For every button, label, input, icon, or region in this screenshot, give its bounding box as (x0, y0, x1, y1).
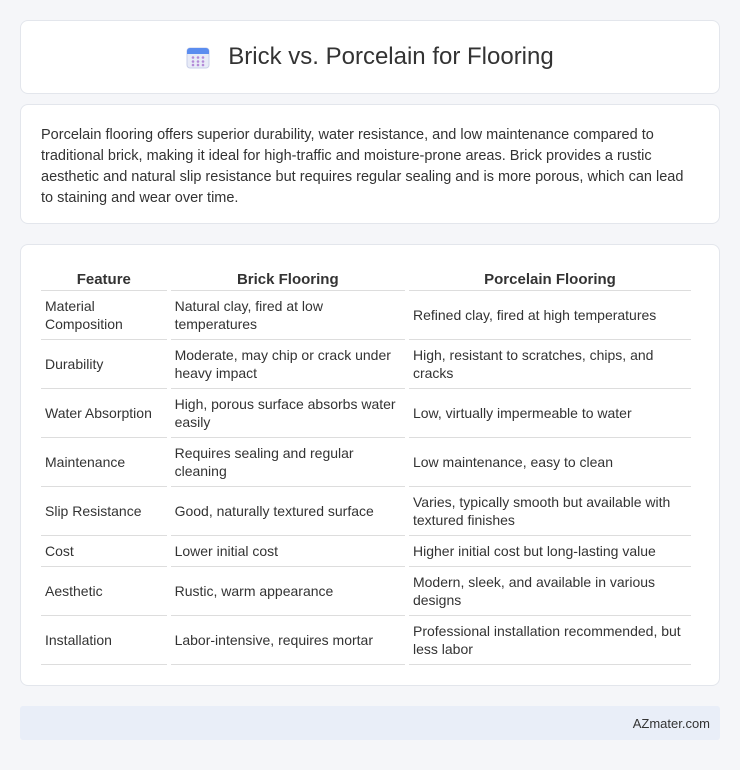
brick-cell: Good, naturally textured surface (171, 487, 405, 536)
brick-cell: Lower initial cost (171, 536, 405, 567)
feature-cell: Maintenance (41, 438, 167, 487)
table-row (41, 291, 691, 340)
brick-cell: High, porous surface absorbs water easily (171, 389, 405, 438)
porcelain-cell: Low, virtually impermeable to water (409, 389, 691, 438)
porcelain-cell: Low maintenance, easy to clean (409, 438, 691, 487)
comparison-table (37, 265, 695, 665)
feature-cell: Slip Resistance (41, 487, 167, 536)
column-header-feature: Feature (41, 265, 167, 291)
porcelain-cell: Professional installation recommended, but less labor (409, 616, 691, 665)
table-header-row (41, 265, 691, 291)
table-row (41, 536, 691, 567)
table-row (41, 389, 691, 438)
feature-cell: Cost (41, 536, 167, 567)
table-row (41, 340, 691, 389)
title-card (20, 20, 720, 94)
summary-text: Porcelain flooring offers superior durability, water resistance, and low maintenance compared to traditional brick, making it ideal for high-traffic and moisture-prone areas. Brick provides a rustic aesthetic and natural slip resistance but requires regular sealing and is more porous, which can lead to staining and wear over time. (41, 127, 684, 206)
feature-cell: Installation (41, 616, 167, 665)
footer-source-link[interactable]: AZmater.com (632, 715, 710, 731)
brick-cell: Natural clay, fired at low temperatures (171, 291, 405, 340)
table-row (41, 487, 691, 536)
feature-cell: Material Composition (41, 291, 167, 340)
feature-cell: Durability (41, 340, 167, 389)
table-row (41, 616, 691, 665)
summary-card (20, 104, 720, 224)
brick-cell: Moderate, may chip or crack under heavy impact (171, 340, 405, 389)
porcelain-cell: Refined clay, fired at high temperatures (409, 291, 691, 340)
brick-cell: Labor-intensive, requires mortar (171, 616, 405, 665)
table-row (41, 567, 691, 616)
table-row (41, 438, 691, 487)
porcelain-cell: High, resistant to scratches, chips, and cracks (409, 340, 691, 389)
column-header-porcelain: Porcelain Flooring (409, 265, 691, 291)
footer (20, 706, 720, 740)
brick-cell: Requires sealing and regular cleaning (171, 438, 405, 487)
porcelain-cell: Varies, typically smooth but available with textured finishes (409, 487, 691, 536)
table-card (20, 244, 720, 686)
column-header-brick: Brick Flooring (171, 265, 405, 291)
feature-cell: Water Absorption (41, 389, 167, 438)
porcelain-cell: Modern, sleek, and available in various designs (409, 567, 691, 616)
porcelain-cell: Higher initial cost but long-lasting value (409, 536, 691, 567)
page-title: Brick vs. Porcelain for Flooring (228, 43, 554, 70)
feature-cell: Aesthetic (41, 567, 167, 616)
calendar-icon (186, 45, 210, 69)
brick-cell: Rustic, warm appearance (171, 567, 405, 616)
